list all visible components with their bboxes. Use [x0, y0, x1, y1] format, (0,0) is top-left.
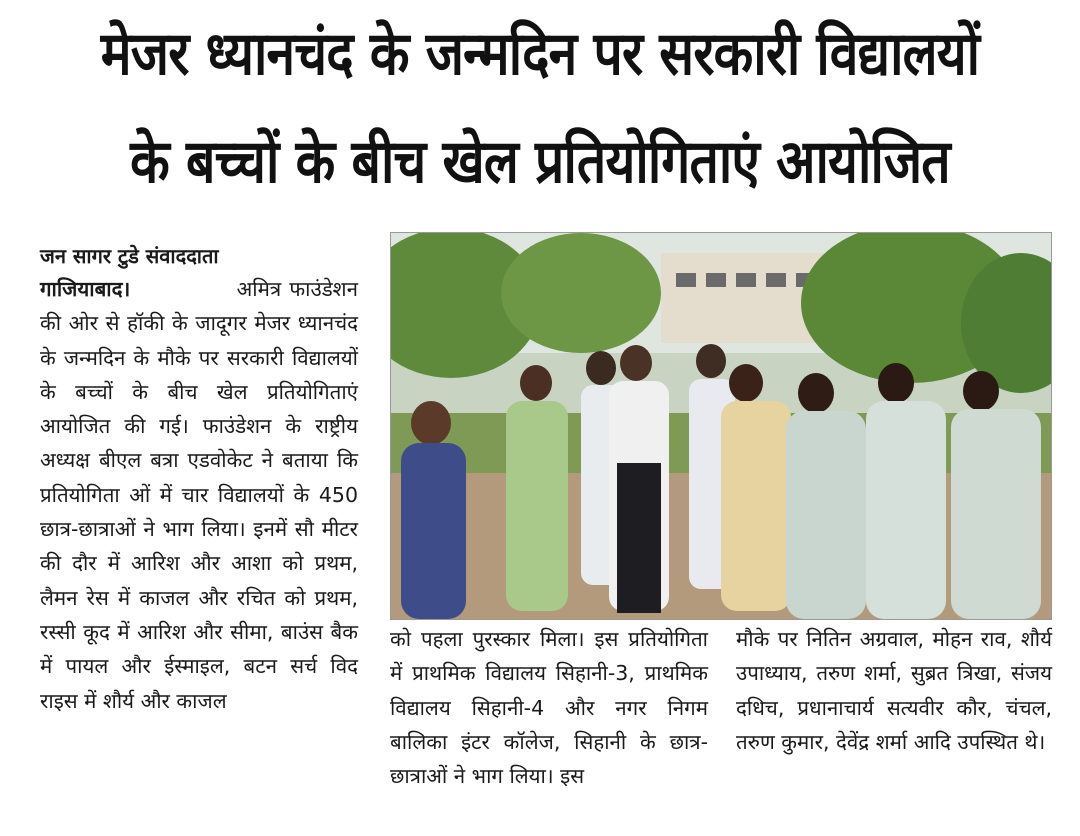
article-column-2	[390, 622, 708, 793]
dateline: गाजियाबाद।	[40, 277, 131, 301]
article-text-3: मौके पर नितिन अग्रवाल, मोहन राव, शौर्य उपाध्याय, तरुण शर्मा, सुब्रत त्रिखा, संजय दधिच, प्रधानाचार्य सत्यवीर कौर, चंचल, तरुण कुमार, देवेंद्र शर्मा आदि उपस्थित थे।	[736, 627, 1052, 754]
article-text-1: अमित्र फाउंडेशन की ओर से हॉकी के जादूगर मेजर ध्यानचंद के जन्मदिन के मौके पर सरकारी विद्यालयों के बच्चों के बीच खेल प्रतियोगिताएं आयोजित की गई। फाउंडेशन के राष्ट्रीय अध्यक्ष बीएल बत्रा एडवोकेट ने बताया कि प्रतियोगिता ओं में चार विद्यालयों के 450 छात्र-छात्राओं ने भाग लिया। इनमें सौ मीटर की दौर में आरिश और आशा को प्रथम, लैमन रेस में काजल और रचित को प्रथम, रस्सी कूद में आरिश और सीमा, बाउंस बैक में पायल और ईस्माइल, बटन सर्च विद राइस में शौर्य और काजल	[40, 277, 358, 713]
byline: जन सागर टुडे संवाददाता	[40, 244, 219, 268]
article-column-3	[736, 622, 1052, 759]
headline-line-1: मेजर ध्यानचंद के जन्मदिन पर सरकारी विद्यालयों	[100, 19, 980, 89]
article-text-2: को पहला पुरस्कार मिला। इस प्रतियोगिता में प्राथमिक विद्यालय सिहानी-3, प्राथमिक विद्यालय सिहानी-4 और नगर निगम बालिका इंटर कॉलेज, सिहानी के छात्र-छात्राओं ने भाग लिया। इस	[390, 627, 708, 789]
article-column-1	[40, 272, 358, 718]
news-photo	[390, 232, 1052, 620]
photo-illustration	[391, 233, 1051, 619]
headline-line-2: के बच्चों के बीच खेल प्रतियोगिताएं आयोजित	[130, 127, 950, 197]
